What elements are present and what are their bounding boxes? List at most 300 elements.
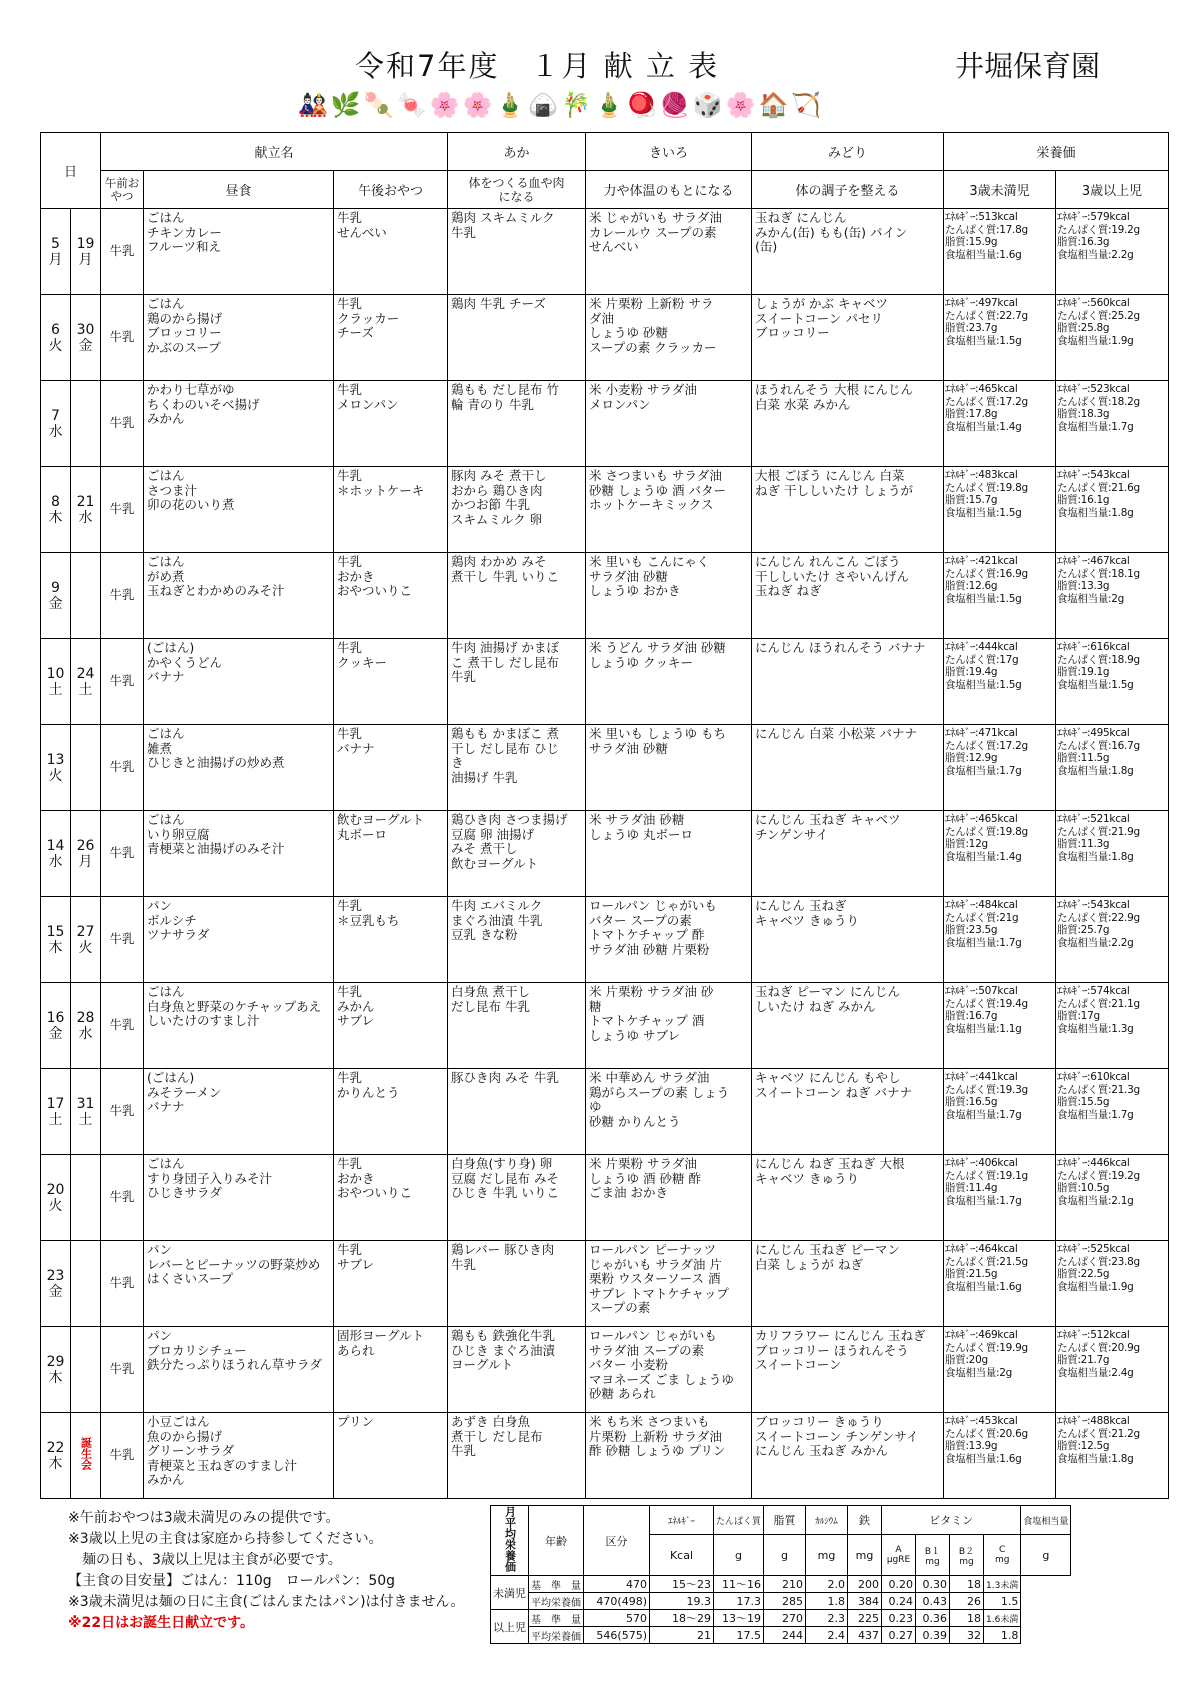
cell-line: 米 サラダ油 砂糖 xyxy=(589,812,685,827)
avg-value-e: 470(498) xyxy=(584,1593,650,1610)
decoration-icon: 🏹 xyxy=(791,91,822,119)
cell-line: しょうゆ おかき xyxy=(589,583,681,598)
cell-line: 豚ひき肉 みそ 牛乳 xyxy=(451,1070,559,1085)
cell-line: 脂質:16.3g xyxy=(1057,236,1110,248)
cell-line: 脂質:23.7g xyxy=(945,322,998,334)
red-foods xyxy=(448,381,586,467)
cell-line: あずき 白身魚 xyxy=(451,1414,531,1429)
avg-value-c: 32 xyxy=(950,1627,984,1644)
cell-line: ｴﾈﾙｷﾞｰ:465kcal xyxy=(945,383,1018,395)
cell-line: 米 うどん サラダ油 砂糖 xyxy=(589,640,726,655)
green-foods xyxy=(752,725,944,811)
nutrition-under3 xyxy=(944,209,1056,295)
cell-line: 白身魚(すり身) 卵 xyxy=(451,1156,553,1171)
cell-line: ひじきと油揚げの炒め煮 xyxy=(147,755,285,770)
cell-line: バナナ xyxy=(337,740,375,756)
pm-snack xyxy=(334,725,448,811)
cell-line: たんぱく質:18.2g xyxy=(1057,395,1140,408)
pm-snack xyxy=(334,1241,448,1327)
cell-line: 鶏もも だし昆布 竹 xyxy=(451,382,559,397)
cell-line: バター 小麦粉 xyxy=(589,1357,669,1372)
nutrition-under3 xyxy=(944,1069,1056,1155)
nutrition-under3 xyxy=(944,1155,1056,1241)
cell-line: 食塩相当量:2.2g xyxy=(1057,936,1134,949)
cell-line: ゆ xyxy=(589,1099,602,1114)
cell-line: 鶏ひき肉 さつま揚げ xyxy=(451,812,568,827)
date-secondary xyxy=(71,1327,101,1413)
avg-value-p: 18～29 xyxy=(650,1610,714,1627)
pm-snack xyxy=(334,639,448,725)
menu-row xyxy=(41,381,1169,467)
green-foods xyxy=(752,983,944,1069)
yellow-foods xyxy=(586,811,752,897)
avg-value-salt: 1.6未満 xyxy=(984,1610,1021,1627)
birthday-label: 誕生会 xyxy=(71,1413,101,1499)
avg-value-fe: 2.0 xyxy=(806,1576,848,1593)
cell-line: ｴﾈﾙｷﾞｰ:488kcal xyxy=(1057,1415,1130,1427)
cell-line: 脂質:22.5g xyxy=(1057,1268,1110,1280)
date-secondary: 26 月 xyxy=(71,811,101,897)
avg-value-c: 18 xyxy=(950,1576,984,1593)
cell-line: カレールウ スープの素 xyxy=(589,224,717,240)
decoration-icon: 🍙 xyxy=(528,91,559,119)
nutrition-under3 xyxy=(944,897,1056,983)
cell-line: 米 片栗粉 サラダ油 xyxy=(589,1156,697,1171)
note-line: ※午前おやつは3歳未満児のみの提供です。 xyxy=(68,1510,340,1526)
cell-line: ごま油 おかき xyxy=(589,1185,669,1200)
cell-line: ｴﾈﾙｷﾞｰ:484kcal xyxy=(945,899,1018,911)
cell-line: 牛乳 xyxy=(337,382,363,397)
cell-line: 脂質:19.4g xyxy=(945,666,998,678)
am-snack: 牛乳 xyxy=(101,897,144,983)
green-foods xyxy=(752,1327,944,1413)
pm-snack xyxy=(334,983,448,1069)
cell-line: スキムミルク 卵 xyxy=(451,511,543,527)
cell-line: 米 じゃがいも サラダ油 xyxy=(589,210,722,225)
decoration-icon: 🪀 xyxy=(626,91,657,119)
cell-line: ちくわのいそべ揚げ xyxy=(147,396,260,412)
cell-line: ホットケーキミックス xyxy=(589,497,714,512)
nutrition-under3 xyxy=(944,1413,1056,1499)
lunch xyxy=(144,295,334,381)
cell-line: 米 もち米 さつまいも xyxy=(589,1414,710,1429)
cell-line: にんじん ねぎ 玉ねぎ 大根 xyxy=(755,1156,905,1171)
date-secondary: 24 土 xyxy=(71,639,101,725)
avg-value-b2: 0.30 xyxy=(916,1576,950,1593)
cell-line: たんぱく質:20.9g xyxy=(1057,1341,1140,1354)
cell-line: 食塩相当量:1.3g xyxy=(1057,1022,1134,1035)
yellow-foods xyxy=(586,1327,752,1413)
cell-line: たんぱく質:17.2g xyxy=(945,395,1028,408)
cell-line: チキンカレー xyxy=(147,224,222,240)
red-foods xyxy=(448,295,586,381)
cell-line: 脂質:12.5g xyxy=(1057,1440,1110,1452)
cell-line: しょうゆ 丸ボーロ xyxy=(589,826,694,842)
cell-line: 食塩相当量:2g xyxy=(1057,592,1125,605)
cell-line: だし昆布 牛乳 xyxy=(451,998,531,1014)
header-pm-snack: 午後おやつ xyxy=(334,171,448,209)
cell-line: おやついりこ xyxy=(337,1185,413,1200)
cell-line: 小豆ごはん xyxy=(147,1414,210,1429)
nutrition-over3 xyxy=(1056,1155,1169,1241)
decoration-icon: 🍬 xyxy=(396,91,427,119)
cell-line: ｴﾈﾙｷﾞｰ:525kcal xyxy=(1057,1243,1130,1255)
cell-line: 米 中華めん サラダ油 xyxy=(589,1070,710,1085)
menu-row xyxy=(41,467,1169,553)
cell-line: 牛乳 xyxy=(337,640,363,655)
cell-line: しょうゆ クッキー xyxy=(589,654,694,670)
lunch xyxy=(144,1155,334,1241)
decoration-icon: 🎍 xyxy=(495,91,526,119)
pm-snack xyxy=(334,811,448,897)
avg-value-e: 570 xyxy=(584,1610,650,1627)
cell-line: バナナ xyxy=(147,669,185,684)
cell-line: がめ煮 xyxy=(147,568,185,584)
cell-line: ｴﾈﾙｷﾞｰ:467kcal xyxy=(1057,555,1130,567)
note-line: 麺の日も、3歳以上児は主食が必要です。 xyxy=(68,1552,342,1568)
cell-line: 青梗菜と玉ねぎのすまし汁 xyxy=(147,1457,298,1473)
pm-snack xyxy=(334,381,448,467)
nutrition-over3 xyxy=(1056,467,1169,553)
cell-line: たんぱく質:16.7g xyxy=(1057,739,1140,752)
cell-line: 食塩相当量:1.6g xyxy=(945,1452,1022,1465)
cell-line: 鶏のから揚げ xyxy=(147,310,223,326)
nutrition-under3 xyxy=(944,295,1056,381)
cell-line: ＊ホットケーキ xyxy=(337,482,425,498)
am-snack: 牛乳 xyxy=(101,811,144,897)
green-foods xyxy=(752,295,944,381)
cell-line: クッキー xyxy=(337,654,388,670)
cell-line: しいたけ ねぎ みかん xyxy=(755,998,876,1014)
cell-line: 脂質:11.3g xyxy=(1057,838,1110,850)
cell-line: ほうれんそう 大根 にんじん xyxy=(755,382,913,397)
avg-value-a: 437 xyxy=(848,1627,882,1644)
avg-age: 未満児 xyxy=(491,1576,529,1610)
header-am-snack: 午前おやつ xyxy=(101,171,144,209)
cell-line: しいたけのすまし汁 xyxy=(147,1013,260,1028)
cell-line: ｴﾈﾙｷﾞｰ:523kcal xyxy=(1057,383,1130,395)
date-primary: 16 金 xyxy=(41,983,71,1069)
cell-line: ブロッコリー xyxy=(755,325,830,340)
cell-line: 食塩相当量:1.1g xyxy=(945,1022,1022,1035)
cell-line: サラダ油 砂糖 xyxy=(589,740,668,756)
cell-line: ｴﾈﾙｷﾞｰ:512kcal xyxy=(1057,1329,1130,1341)
red-foods xyxy=(448,1241,586,1327)
cell-line: 牛肉 エバミルク xyxy=(451,898,543,913)
cell-line: ｴﾈﾙｷﾞｰ:421kcal xyxy=(945,555,1018,567)
cell-line: ブロッコリー ほうれんそう xyxy=(755,1342,909,1358)
green-foods xyxy=(752,1413,944,1499)
header-menu-name: 献立名 xyxy=(101,133,448,171)
header-under3: 3歳未満児 xyxy=(944,171,1056,209)
menu-row xyxy=(41,1155,1169,1241)
cell-line: 脂質:23.5g xyxy=(945,924,998,936)
cell-line: すり身団子入りみそ汁 xyxy=(147,1170,273,1186)
date-secondary xyxy=(71,1241,101,1327)
cell-line: 煮干し 牛乳 いりこ xyxy=(451,568,559,584)
cell-line: ｴﾈﾙｷﾞｰ:543kcal xyxy=(1057,469,1130,481)
avg-row xyxy=(491,1593,1071,1610)
avg-row xyxy=(491,1576,1071,1593)
cell-line: 脂質:25.7g xyxy=(1057,924,1110,936)
avg-h-b1: B１ mg xyxy=(916,1535,950,1576)
cell-line: 食塩相当量:1.5g xyxy=(945,506,1022,519)
nutrition-over3 xyxy=(1056,295,1169,381)
date-primary: 8 木 xyxy=(41,467,71,553)
cell-line: 食塩相当量:1.9g xyxy=(1057,1280,1134,1293)
am-snack: 牛乳 xyxy=(101,1241,144,1327)
nutrition-over3 xyxy=(1056,725,1169,811)
decoration-strip xyxy=(298,86,821,124)
nutrition-over3 xyxy=(1056,811,1169,897)
cell-line: 食塩相当量:1.7g xyxy=(945,936,1022,949)
avg-side-label: 月平均栄養価 xyxy=(491,1506,529,1576)
cell-line: ｴﾈﾙｷﾞｰ:543kcal xyxy=(1057,899,1130,911)
green-foods xyxy=(752,209,944,295)
cell-line: 鶏がらスープの素 しょう xyxy=(589,1084,730,1100)
cell-line: 牛乳 xyxy=(337,726,363,741)
decoration-icon: 🎎 xyxy=(298,91,328,119)
cell-line: 米 里いも こんにゃく xyxy=(589,554,710,569)
cell-line: たんぱく質:19.3g xyxy=(945,1083,1028,1096)
cell-line: 干し だし昆布 ひじ xyxy=(451,740,559,756)
pm-snack xyxy=(334,1327,448,1413)
cell-line: ごはん xyxy=(147,812,185,827)
cell-line: ごはん xyxy=(147,210,185,225)
cell-line: 食塩相当量:1.9g xyxy=(1057,334,1134,347)
avg-class: 基 準 量 xyxy=(529,1576,584,1593)
yellow-foods xyxy=(586,1155,752,1241)
date-primary: 17 土 xyxy=(41,1069,71,1155)
lunch xyxy=(144,209,334,295)
header-yellow: きいろ xyxy=(586,133,752,171)
cell-line: ｴﾈﾙｷﾞｰ:574kcal xyxy=(1057,985,1130,997)
cell-line: おかき xyxy=(337,1170,375,1186)
date-secondary: 31 土 xyxy=(71,1069,101,1155)
avg-value-ca: 244 xyxy=(764,1627,806,1644)
cell-line: スープの素 xyxy=(589,1300,651,1315)
lunch xyxy=(144,381,334,467)
cell-line: みかん(缶) もも(缶) パイン xyxy=(755,224,908,240)
am-snack: 牛乳 xyxy=(101,295,144,381)
nutrition-over3 xyxy=(1056,553,1169,639)
decoration-icon: 🎍 xyxy=(594,91,624,119)
cell-line: 鶏肉 牛乳 チーズ xyxy=(451,296,546,311)
cell-line: パン xyxy=(147,1242,173,1257)
cell-line: 鉄分たっぷりほうれん草サラダ xyxy=(147,1357,322,1372)
avg-value-e: 546(575) xyxy=(584,1627,650,1644)
cell-line: 脂質:11.4g xyxy=(945,1182,998,1194)
cell-line: たんぱく質:19.2g xyxy=(1057,223,1140,236)
nutrition-under3 xyxy=(944,553,1056,639)
menu-row xyxy=(41,209,1169,295)
date-secondary xyxy=(71,553,101,639)
cell-line: 玉ねぎ にんじん xyxy=(755,210,847,225)
cell-line: 牛乳 xyxy=(451,1443,477,1458)
note-line: ※3歳以上児の主食は家庭から持参してください。 xyxy=(68,1531,383,1547)
cell-line: ごはん xyxy=(147,1156,185,1171)
avg-value-fe: 1.8 xyxy=(806,1593,848,1610)
date-primary: 29 木 xyxy=(41,1327,71,1413)
cell-line: メロンパン xyxy=(589,396,651,412)
yellow-foods xyxy=(586,467,752,553)
lunch xyxy=(144,553,334,639)
cell-line: たんぱく質:18.9g xyxy=(1057,653,1140,666)
cell-line: パン xyxy=(147,898,173,913)
cell-line: ひじき 牛乳 いりこ xyxy=(451,1185,559,1200)
avg-h-salt: 食塩相当量 xyxy=(1021,1506,1071,1535)
cell-line: じゃがいも サラダ油 片 xyxy=(589,1256,722,1272)
cell-line: 砂糖 あられ xyxy=(589,1386,656,1401)
lunch xyxy=(144,1241,334,1327)
cell-line: 食塩相当量:1.7g xyxy=(1057,420,1134,433)
yellow-foods xyxy=(586,381,752,467)
cell-line: 豚肉 みそ 煮干し xyxy=(451,468,547,483)
cell-line: 牛乳 xyxy=(337,898,363,913)
red-foods xyxy=(448,467,586,553)
decoration-icon: 🌿 xyxy=(330,91,361,119)
date-secondary: 30 金 xyxy=(71,295,101,381)
cell-line: みかん xyxy=(337,998,375,1014)
cell-line: キャベツ きゅうり xyxy=(755,912,860,928)
cell-line: みかん xyxy=(147,1472,185,1487)
avg-u-energy: Kcal xyxy=(650,1535,714,1576)
red-foods xyxy=(448,1155,586,1241)
lunch xyxy=(144,897,334,983)
cell-line: たんぱく質:22.9g xyxy=(1057,911,1140,924)
cell-line: 白身魚 煮干し xyxy=(451,984,531,999)
decoration-icon: 🎋 xyxy=(561,91,592,119)
cell-line: ｴﾈﾙｷﾞｰ:444kcal xyxy=(945,641,1018,653)
cell-line: 米 里いも しょうゆ もち xyxy=(589,726,726,741)
avg-value-ca: 285 xyxy=(764,1593,806,1610)
red-foods xyxy=(448,1413,586,1499)
pm-snack xyxy=(334,1155,448,1241)
date-primary: 15 木 xyxy=(41,897,71,983)
date-primary: 6 火 xyxy=(41,295,71,381)
green-foods xyxy=(752,467,944,553)
cell-line: ｴﾈﾙｷﾞｰ:483kcal xyxy=(945,469,1018,481)
nutrition-over3 xyxy=(1056,1241,1169,1327)
cell-line: 干ししいたけ さやいんげん xyxy=(755,568,910,584)
cell-line: 食塩相当量:1.5g xyxy=(945,592,1022,605)
cell-line: ｴﾈﾙｷﾞｰ:507kcal xyxy=(945,985,1018,997)
cell-line: 米 小麦粉 サラダ油 xyxy=(589,382,697,397)
cell-line: スイートコーン チンゲンサイ xyxy=(755,1428,919,1444)
red-foods xyxy=(448,639,586,725)
cell-line: プリン xyxy=(337,1414,375,1429)
menu-row xyxy=(41,811,1169,897)
cell-line: スイートコーン パセリ xyxy=(755,310,884,326)
cell-line: かやくうどん xyxy=(147,654,223,670)
cell-line: スイートコーン xyxy=(755,1357,842,1372)
cell-line: 飲むヨーグルト xyxy=(451,855,539,871)
cell-line: 白菜 水菜 みかん xyxy=(755,396,851,412)
avg-value-f: 17.5 xyxy=(714,1627,764,1644)
cell-line: チーズ xyxy=(337,325,374,340)
cell-line: ねぎ 干ししいたけ しょうが xyxy=(755,482,913,498)
decoration-icon: 🧶 xyxy=(659,91,690,119)
cell-line: ヨーグルト xyxy=(451,1357,514,1372)
cell-line: たんぱく質:21.9g xyxy=(1057,825,1140,838)
cell-line: 白身魚と野菜のケチャップあえ xyxy=(147,998,322,1014)
avg-class: 基 準 量 xyxy=(529,1610,584,1627)
cell-line: 牛乳 xyxy=(337,1070,363,1085)
red-foods xyxy=(448,1327,586,1413)
avg-h-ca: ｶﾙｼｳﾑ xyxy=(806,1506,848,1535)
cell-line: 食塩相当量:2.2g xyxy=(1057,248,1134,261)
cell-line: 食塩相当量:1.6g xyxy=(945,248,1022,261)
cell-line: 鶏もも 鉄強化牛乳 xyxy=(451,1328,556,1343)
cell-line: 食塩相当量:2g xyxy=(945,1366,1013,1379)
cell-line: 煮干し だし昆布 xyxy=(451,1428,543,1444)
menu-row xyxy=(41,725,1169,811)
green-foods xyxy=(752,811,944,897)
red-foods xyxy=(448,983,586,1069)
avg-value-b2: 0.43 xyxy=(916,1593,950,1610)
cell-line: 食塩相当量:1.5g xyxy=(945,334,1022,347)
cell-line: 砂糖 かりんとう xyxy=(589,1113,681,1129)
cell-line: ｴﾈﾙｷﾞｰ:441kcal xyxy=(945,1071,1018,1083)
cell-line: 玉ねぎとわかめのみそ汁 xyxy=(147,583,285,598)
cell-line: ｴﾈﾙｷﾞｰ:495kcal xyxy=(1057,727,1130,739)
cell-line: たんぱく質:19.2g xyxy=(1057,1169,1140,1182)
avg-value-a: 200 xyxy=(848,1576,882,1593)
cell-line: たんぱく質:17g xyxy=(945,653,1019,666)
cell-line: 脂質:21.7g xyxy=(1057,1354,1110,1366)
cell-line: 脂質:11.5g xyxy=(1057,752,1110,764)
cell-line: 固形ヨーグルト xyxy=(337,1328,425,1343)
cell-line: 脂質:13.3g xyxy=(1057,580,1110,592)
cell-line: 食塩相当量:1.8g xyxy=(1057,506,1134,519)
cell-line: たんぱく質:16.9g xyxy=(945,567,1028,580)
decoration-icon: 🌸 xyxy=(725,91,756,119)
cell-line: おやついりこ xyxy=(337,583,413,598)
cell-line: 牛乳 xyxy=(451,669,477,684)
cell-line: 鶏もも かまぼこ 煮 xyxy=(451,726,559,741)
cell-line: 脂質:16.7g xyxy=(945,1010,998,1022)
am-snack: 牛乳 xyxy=(101,553,144,639)
cell-line: ごはん xyxy=(147,554,185,569)
header-red-desc: 体をつくる血や肉になる xyxy=(448,171,586,209)
date-primary: 7 水 xyxy=(41,381,71,467)
nutrition-under3 xyxy=(944,811,1056,897)
cell-line: たんぱく質:23.8g xyxy=(1057,1255,1140,1268)
menu-body xyxy=(41,209,1169,1499)
cell-line: 牛肉 油揚げ かまぼ xyxy=(451,640,559,655)
cell-line: 脂質:15.7g xyxy=(945,494,998,506)
header-green-desc: 体の調子を整える xyxy=(752,171,944,209)
header-green: みどり xyxy=(752,133,944,171)
cell-line: ｴﾈﾙｷﾞｰ:446kcal xyxy=(1057,1157,1130,1169)
cell-line: フルーツ和え xyxy=(147,239,222,254)
cell-line: レバーとピーナッツの野菜炒め xyxy=(147,1256,321,1272)
cell-line: しょうゆ 砂糖 xyxy=(589,325,669,340)
green-foods xyxy=(752,639,944,725)
cell-line: ＊豆乳もち xyxy=(337,912,400,928)
cell-line: 牛乳 xyxy=(337,1242,363,1257)
avg-h-fe: 鉄 xyxy=(848,1506,882,1535)
cell-line: ｴﾈﾙｷﾞｰ:406kcal xyxy=(945,1157,1018,1169)
cell-line: 脂質:25.8g xyxy=(1057,322,1110,334)
cell-line: 豆腐 卵 油揚げ xyxy=(451,826,534,842)
cell-line: たんぱく質:21.3g xyxy=(1057,1083,1140,1096)
decoration-icon: 🌸 xyxy=(429,91,460,119)
menu-row xyxy=(41,1069,1169,1155)
decoration-icon: 🌸 xyxy=(462,91,493,119)
lunch xyxy=(144,983,334,1069)
cell-line: かつお節 牛乳 xyxy=(451,497,531,512)
